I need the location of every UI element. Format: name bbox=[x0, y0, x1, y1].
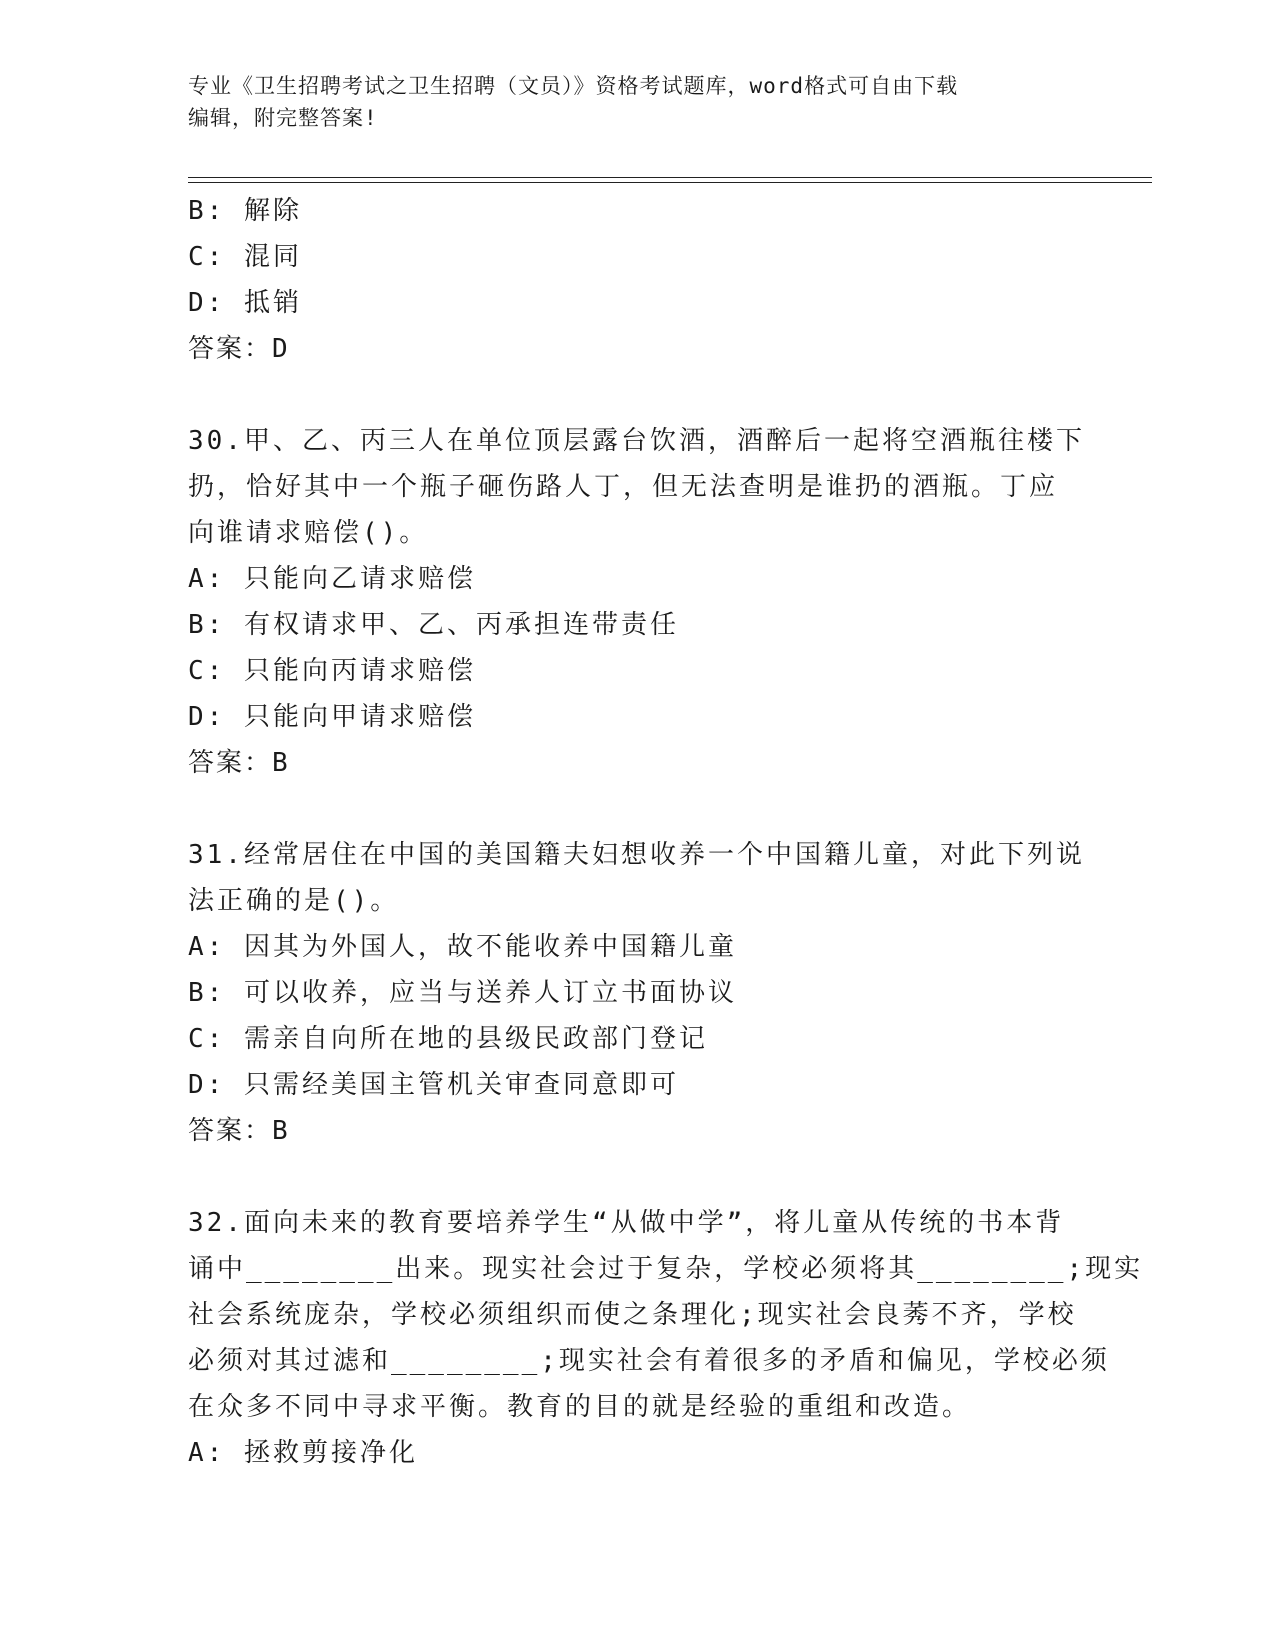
question-text-line: 社会系统庞杂，学校必须组织而使之条理化;现实社会良莠不齐，学校 bbox=[188, 1300, 1077, 1330]
option-c: C: 需亲自向所在地的县级民政部门登记 bbox=[188, 1024, 708, 1054]
option-c: C: 只能向丙请求赔偿 bbox=[188, 656, 476, 686]
option-a: A: 拯救剪接净化 bbox=[188, 1438, 418, 1468]
question-29 bbox=[188, 188, 1078, 372]
answer: 答案：B bbox=[188, 1116, 290, 1146]
question-text-line: 必须对其过滤和________;现实社会有着很多的矛盾和偏见，学校必须 bbox=[188, 1346, 1110, 1376]
question-32 bbox=[188, 1200, 1144, 1476]
question-text-line: 诵中________出来。现实社会过于复杂，学校必须将其________;现实 bbox=[188, 1254, 1144, 1284]
option-d: D: 只能向甲请求赔偿 bbox=[188, 702, 476, 732]
option-d: D: 只需经美国主管机关审查同意即可 bbox=[188, 1070, 679, 1100]
question-30 bbox=[188, 418, 1085, 786]
option-b: B: 可以收养，应当与送养人订立书面协议 bbox=[188, 978, 737, 1008]
option-a: A: 只能向乙请求赔偿 bbox=[188, 564, 476, 594]
question-content bbox=[188, 188, 1144, 1476]
question-text-line: 在众多不同中寻求平衡。教育的目的就是经验的重组和改造。 bbox=[188, 1392, 972, 1422]
question-text-line: 30.甲、乙、丙三人在单位顶层露台饮酒，酒醉后一起将空酒瓶往楼下 bbox=[188, 426, 1085, 456]
option-b: B: 有权请求甲、乙、丙承担连带责任 bbox=[188, 610, 679, 640]
option-d: D: 抵销 bbox=[188, 288, 302, 318]
answer: 答案：B bbox=[188, 748, 290, 778]
header-rule-thin bbox=[188, 182, 1152, 183]
answer: 答案：D bbox=[188, 334, 290, 364]
question-text-line: 向谁请求赔偿()。 bbox=[188, 518, 429, 548]
option-a: A: 因其为外国人，故不能收养中国籍儿童 bbox=[188, 932, 737, 962]
question-text-line: 31.经常居住在中国的美国籍夫妇想收养一个中国籍儿童，对此下列说 bbox=[188, 840, 1085, 870]
option-c: C: 混同 bbox=[188, 242, 302, 272]
question-31 bbox=[188, 832, 1085, 1154]
document-header bbox=[188, 70, 1068, 134]
option-b: B: 解除 bbox=[188, 196, 302, 226]
question-text-line: 扔，恰好其中一个瓶子砸伤路人丁，但无法查明是谁扔的酒瓶。丁应 bbox=[188, 472, 1059, 502]
question-text-line: 法正确的是()。 bbox=[188, 886, 400, 916]
header-rule-thick bbox=[188, 177, 1152, 178]
header-line-1: 专业《卫生招聘考试之卫生招聘（文员）》资格考试题库，word格式可自由下载 bbox=[188, 74, 959, 98]
question-text-line: 32.面向未来的教育要培养学生“从做中学”，将儿童从传统的书本背 bbox=[188, 1208, 1065, 1238]
header-line-2: 编辑，附完整答案! bbox=[188, 106, 378, 130]
